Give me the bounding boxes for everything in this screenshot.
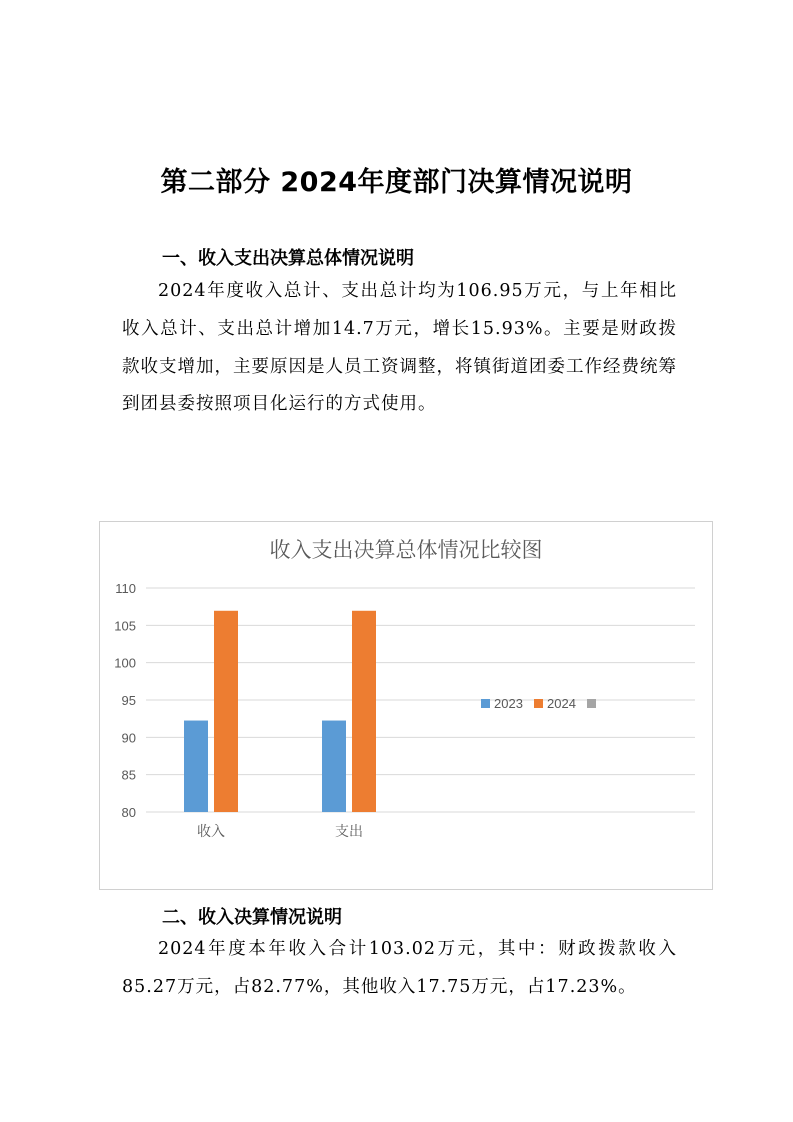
section-paragraph-2: 2024年度本年收入合计103.02万元，其中：财政拨款收入85.27万元，占82.77%，其他收入17.75万元，占17.23%。 bbox=[122, 939, 677, 997]
chart-title: 收入支出决算总体情况比较图 bbox=[269, 538, 543, 562]
bar-2024-1 bbox=[352, 611, 376, 812]
chart-canvas bbox=[100, 522, 712, 889]
y-tick-label: 100 bbox=[114, 655, 136, 671]
section-paragraph-1: 2024年度收入总计、支出总计均为106.95万元，与上年相比收入总计、支出总计增加14.7万元，增长15.93%。主要是财政拨款收支增加，主要原因是人员工资调整，将镇街道团委工作经费统筹到团县委按照项目化运行的方式使用。 bbox=[122, 281, 677, 415]
legend-swatch bbox=[587, 699, 596, 708]
section-heading-1: 一、收入支出决算总体情况说明 bbox=[162, 248, 414, 269]
legend-label: 2023 bbox=[494, 696, 523, 711]
section-heading-2: 二、收入决算情况说明 bbox=[162, 907, 342, 928]
y-tick-label: 110 bbox=[115, 581, 136, 596]
page-title: 第二部分 2024年度部门决算情况说明 bbox=[160, 167, 633, 198]
legend-label: 2024 bbox=[547, 696, 576, 711]
x-category-label: 支出 bbox=[335, 823, 363, 839]
legend-swatch bbox=[534, 699, 543, 708]
y-tick-label: 105 bbox=[114, 618, 136, 634]
y-tick-label: 85 bbox=[121, 767, 136, 783]
legend-swatch bbox=[481, 699, 490, 708]
y-tick-label: 95 bbox=[121, 693, 136, 708]
x-category-label: 收入 bbox=[197, 823, 225, 839]
bar-2023-1 bbox=[322, 721, 346, 812]
y-tick-label: 80 bbox=[121, 805, 136, 820]
y-tick-label: 90 bbox=[121, 730, 136, 746]
comparison-chart bbox=[99, 521, 713, 890]
bar-2023-0 bbox=[184, 721, 208, 812]
bar-2024-0 bbox=[214, 611, 238, 812]
